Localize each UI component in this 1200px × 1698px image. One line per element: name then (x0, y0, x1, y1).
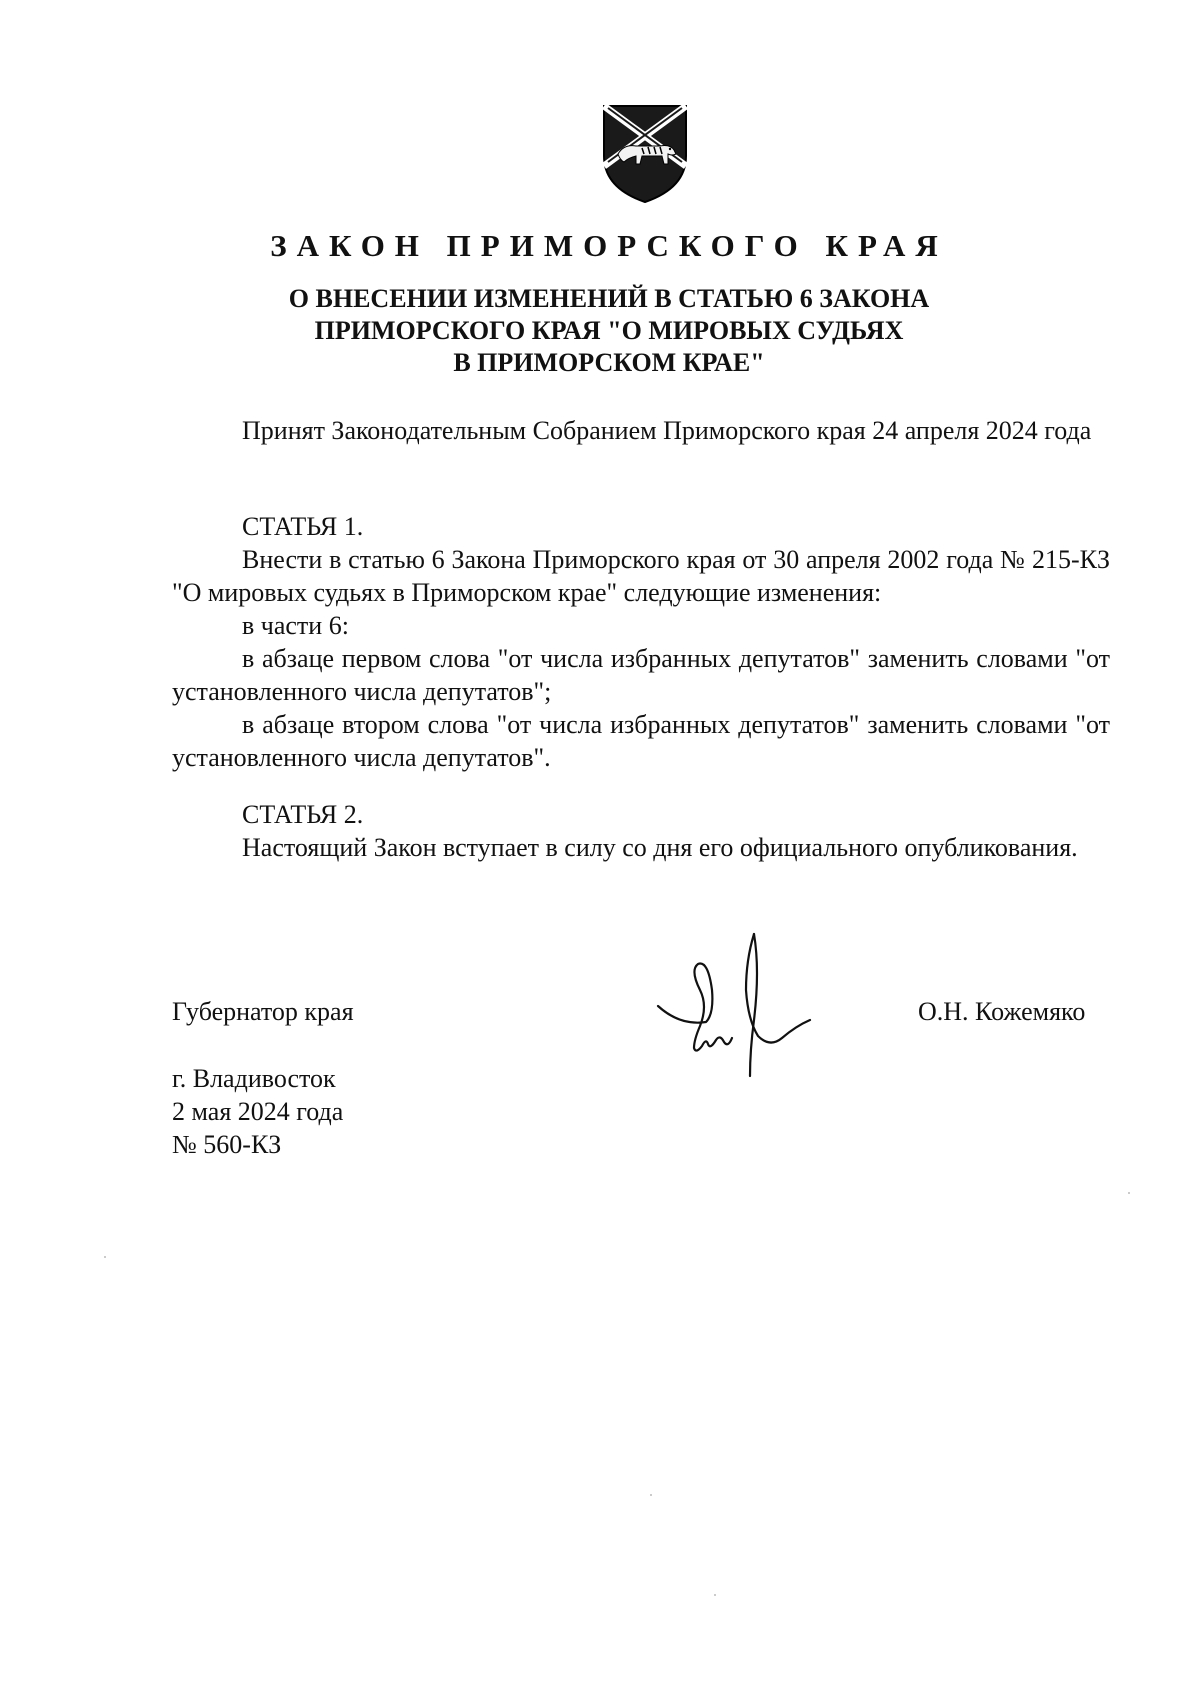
article-1-paragraph-2: в абзаце втором слова "от числа избранных депутатов" заменить словами "от установленного числа депутатов". (172, 710, 1110, 772)
article-2-text: Настоящий Закон вступает в силу со дня его официального опубликования. (242, 833, 1078, 862)
scan-speck (104, 1256, 106, 1258)
document-footer (172, 1062, 343, 1161)
adoption-block (172, 414, 1110, 447)
subtitle-line: ПРИМОРСКОГО КРАЯ "О МИРОВЫХ СУДЬЯХ (314, 316, 904, 345)
footer-number: № 560-КЗ (172, 1130, 282, 1159)
law-subtitle (0, 283, 1200, 379)
adoption-statement: Принят Законодательным Собранием Приморского края 24 апреля 2024 года (242, 416, 1092, 445)
article-1-paragraph-1: в абзаце первом слова "от числа избранных депутатов" заменить словами "от установленного числа депутатов"; (172, 644, 1110, 706)
handwritten-signature-icon (650, 930, 830, 1080)
article-1-heading: СТАТЬЯ 1. (242, 512, 364, 541)
footer-date: 2 мая 2024 года (172, 1097, 344, 1126)
scan-speck (650, 1494, 652, 1496)
article-1-intro: Внести в статью 6 Закона Приморского края от 30 апреля 2002 года № 215-КЗ "О мировых судьях в Приморском крае" следующие изменения: (172, 545, 1110, 607)
article-1-part: в части 6: (242, 611, 349, 640)
subtitle-line: В ПРИМОРСКОМ КРАЕ" (453, 348, 765, 377)
scan-speck (714, 1594, 716, 1596)
primorsky-coat-of-arms-icon (602, 104, 688, 204)
article-2 (172, 798, 1110, 864)
signatory-name: О.Н. Кожемяко (918, 997, 1086, 1026)
subtitle-line: О ВНЕСЕНИИ ИЗМЕНЕНИЙ В СТАТЬЮ 6 ЗАКОНА (288, 284, 930, 313)
footer-city: г. Владивосток (172, 1064, 336, 1093)
scan-speck (1128, 1192, 1130, 1194)
signatory-position: Губернатор края (172, 997, 354, 1026)
article-2-heading: СТАТЬЯ 2. (242, 800, 364, 829)
law-title: ЗАКОН ПРИМОРСКОГО КРАЯ (270, 228, 948, 263)
article-1 (172, 510, 1110, 774)
